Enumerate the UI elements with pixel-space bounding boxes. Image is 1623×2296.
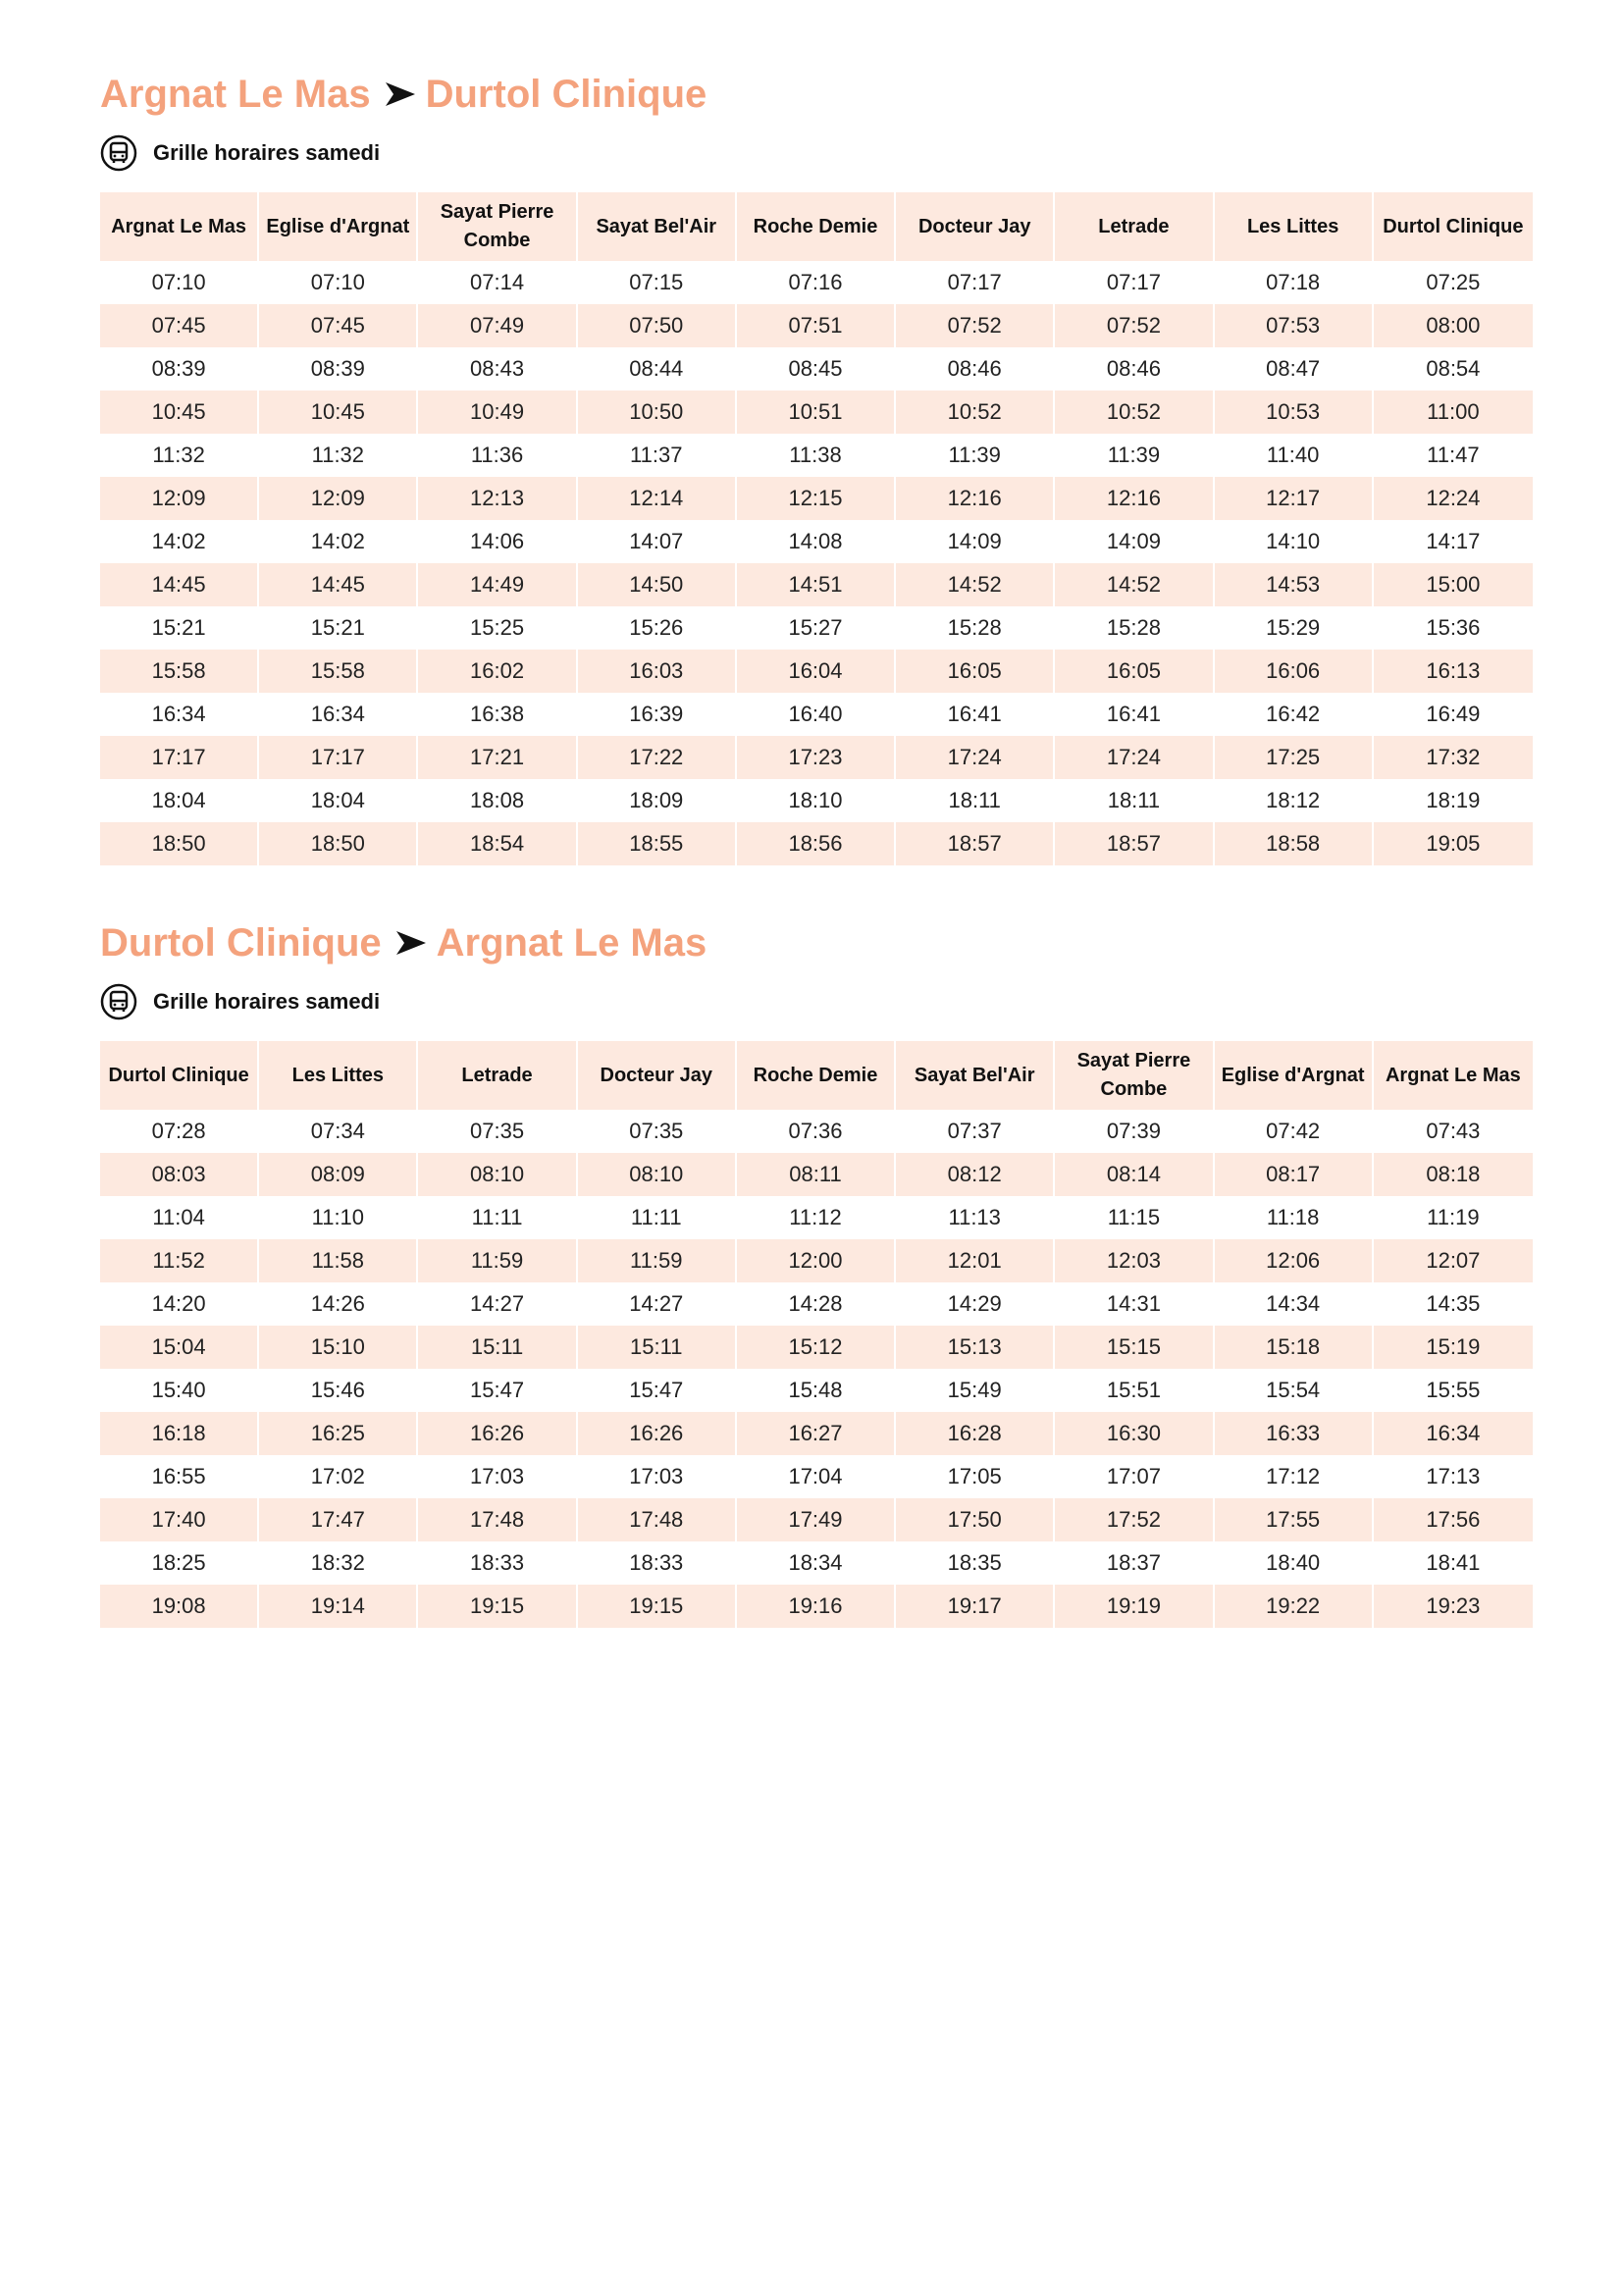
time-cell: 17:12 [1215,1455,1374,1498]
time-cell: 12:07 [1374,1239,1533,1282]
arrow-right-icon [385,80,416,108]
time-cell: 16:38 [418,693,577,736]
time-cell: 18:25 [100,1541,259,1585]
time-cell: 16:04 [737,650,896,693]
column-header: Docteur Jay [896,192,1055,261]
table-row [100,1541,1533,1585]
time-cell: 07:45 [259,304,418,347]
time-cell: 19:15 [578,1585,737,1628]
time-cell: 17:55 [1215,1498,1374,1541]
time-cell: 14:50 [578,563,737,606]
time-cell: 08:14 [1055,1153,1214,1196]
time-cell: 17:23 [737,736,896,779]
column-header: Durtol Clinique [1374,192,1533,261]
time-cell: 07:10 [259,261,418,304]
time-cell: 07:17 [1055,261,1214,304]
time-cell: 07:10 [100,261,259,304]
time-cell: 08:10 [578,1153,737,1196]
table-row [100,1110,1533,1153]
time-cell: 17:22 [578,736,737,779]
time-cell: 17:17 [100,736,259,779]
column-header: Sayat Pierre Combe [418,192,577,261]
time-cell: 11:38 [737,434,896,477]
time-cell: 12:03 [1055,1239,1214,1282]
time-cell: 16:06 [1215,650,1374,693]
time-cell: 11:13 [896,1196,1055,1239]
table-row [100,1239,1533,1282]
table-row [100,779,1533,822]
time-cell: 16:18 [100,1412,259,1455]
timetable [100,1041,1533,1628]
column-header: Roche Demie [737,1041,896,1110]
time-cell: 08:09 [259,1153,418,1196]
time-cell: 11:52 [100,1239,259,1282]
time-cell: 15:25 [418,606,577,650]
schedule-section-outbound [100,65,1533,865]
time-cell: 14:02 [259,520,418,563]
time-cell: 15:10 [259,1326,418,1369]
time-cell: 14:51 [737,563,896,606]
time-cell: 10:49 [418,391,577,434]
time-cell: 17:52 [1055,1498,1214,1541]
time-cell: 11:59 [578,1239,737,1282]
time-cell: 11:32 [100,434,259,477]
time-cell: 15:46 [259,1369,418,1412]
time-cell: 12:09 [100,477,259,520]
time-cell: 19:17 [896,1585,1055,1628]
time-cell: 07:35 [418,1110,577,1153]
column-header: Durtol Clinique [100,1041,259,1110]
table-row [100,1455,1533,1498]
time-cell: 08:43 [418,347,577,391]
route-destination: Durtol Clinique [425,72,707,116]
time-cell: 10:51 [737,391,896,434]
time-cell: 08:45 [737,347,896,391]
time-cell: 11:40 [1215,434,1374,477]
time-cell: 14:29 [896,1282,1055,1326]
time-cell: 07:17 [896,261,1055,304]
time-cell: 18:04 [259,779,418,822]
time-cell: 12:16 [1055,477,1214,520]
time-cell: 07:16 [737,261,896,304]
time-cell: 08:47 [1215,347,1374,391]
time-cell: 12:06 [1215,1239,1374,1282]
time-cell: 15:11 [418,1326,577,1369]
table-row [100,1412,1533,1455]
time-cell: 10:50 [578,391,737,434]
bus-icon [100,134,137,172]
time-cell: 07:36 [737,1110,896,1153]
table-row [100,1498,1533,1541]
time-cell: 10:45 [100,391,259,434]
column-header: Les Littes [259,1041,418,1110]
table-row [100,477,1533,520]
table-row [100,563,1533,606]
time-cell: 14:07 [578,520,737,563]
time-cell: 07:45 [100,304,259,347]
time-cell: 18:58 [1215,822,1374,865]
route-origin: Argnat Le Mas [100,72,371,116]
time-cell: 12:24 [1374,477,1533,520]
time-cell: 19:14 [259,1585,418,1628]
time-cell: 17:02 [259,1455,418,1498]
time-cell: 16:42 [1215,693,1374,736]
time-cell: 14:53 [1215,563,1374,606]
time-cell: 14:08 [737,520,896,563]
column-header: Docteur Jay [578,1041,737,1110]
time-cell: 17:47 [259,1498,418,1541]
time-cell: 14:20 [100,1282,259,1326]
time-cell: 11:10 [259,1196,418,1239]
schedule-section-return [100,913,1533,1628]
time-cell: 11:37 [578,434,737,477]
time-cell: 17:25 [1215,736,1374,779]
time-cell: 15:40 [100,1369,259,1412]
time-cell: 16:49 [1426,702,1481,726]
time-cell: 15:21 [100,606,259,650]
time-cell: 11:36 [418,434,577,477]
table-row [100,261,1533,304]
column-header: Sayat Pierre Combe [1055,1041,1214,1110]
time-cell: 17:04 [737,1455,896,1498]
time-cell: 18:19 [1426,788,1481,812]
time-cell: 17:48 [578,1498,737,1541]
time-cell: 15:36 [1426,615,1481,640]
time-cell: 07:34 [259,1110,418,1153]
time-cell: 16:40 [737,693,896,736]
table-row [100,391,1533,434]
time-cell: 17:56 [1374,1498,1533,1541]
time-cell: 16:28 [896,1412,1055,1455]
table-row [100,1326,1533,1369]
time-cell: 15:04 [100,1326,259,1369]
time-cell: 15:00 [1374,563,1533,606]
time-cell: 14:28 [737,1282,896,1326]
time-cell: 15:55 [1426,1378,1481,1402]
time-cell: 16:34 [1374,1412,1533,1455]
time-cell: 16:55 [100,1455,259,1498]
time-cell: 19:19 [1055,1585,1214,1628]
time-cell: 08:03 [100,1153,259,1196]
time-cell: 18:40 [1215,1541,1374,1585]
time-cell: 14:27 [578,1282,737,1326]
time-cell: 11:39 [896,434,1055,477]
time-cell: 15:58 [259,650,418,693]
time-cell: 15:47 [578,1369,737,1412]
schedule-subtitle [100,131,1533,175]
time-cell: 15:13 [896,1326,1055,1369]
arrow-right-icon [395,929,427,957]
timetable [100,192,1533,865]
table-row [100,650,1533,693]
time-cell: 17:24 [896,736,1055,779]
time-cell: 08:17 [1215,1153,1374,1196]
time-cell: 08:00 [1374,304,1533,347]
time-cell: 17:07 [1055,1455,1214,1498]
time-cell: 16:41 [1055,693,1214,736]
time-cell: 19:23 [1374,1585,1533,1628]
time-cell: 15:15 [1055,1326,1214,1369]
time-cell: 16:03 [578,650,737,693]
time-cell: 11:04 [100,1196,259,1239]
time-cell: 08:46 [896,347,1055,391]
time-cell: 11:58 [259,1239,418,1282]
time-cell: 14:09 [896,520,1055,563]
time-cell: 18:11 [1055,779,1214,822]
table-row [100,1153,1533,1196]
time-cell: 11:11 [578,1196,737,1239]
time-cell: 16:26 [578,1412,737,1455]
time-cell: 14:31 [1055,1282,1214,1326]
time-cell: 14:27 [418,1282,577,1326]
column-header: Eglise d'Argnat [1215,1041,1374,1110]
time-cell: 14:34 [1215,1282,1374,1326]
time-cell: 07:49 [418,304,577,347]
route-destination: Argnat Le Mas [436,920,707,965]
time-cell: 07:52 [896,304,1055,347]
time-cell: 16:34 [100,693,259,736]
time-cell: 07:51 [737,304,896,347]
time-cell: 08:18 [1374,1153,1533,1196]
time-cell: 08:11 [737,1153,896,1196]
time-cell: 14:35 [1426,1291,1481,1316]
time-cell: 17:17 [259,736,418,779]
time-cell: 18:10 [737,779,896,822]
time-cell: 19:05 [1374,822,1533,865]
subtitle-text: Grille horaires samedi [153,140,381,165]
time-cell: 14:02 [100,520,259,563]
time-cell: 14:52 [1055,563,1214,606]
time-cell: 17:50 [896,1498,1055,1541]
table-row [100,347,1533,391]
time-cell: 07:18 [1215,261,1374,304]
time-cell: 17:13 [1426,1464,1481,1488]
time-cell: 18:04 [100,779,259,822]
time-cell: 15:48 [737,1369,896,1412]
time-cell: 11:11 [418,1196,577,1239]
time-cell: 17:32 [1374,736,1533,779]
time-cell: 16:05 [1055,650,1214,693]
time-cell: 15:54 [1215,1369,1374,1412]
column-header: Sayat Bel'Air [896,1041,1055,1110]
time-cell: 15:51 [1055,1369,1214,1412]
time-cell: 14:45 [100,563,259,606]
time-cell: 18:09 [578,779,737,822]
time-cell: 18:08 [418,779,577,822]
time-cell: 07:28 [100,1110,259,1153]
column-header: Sayat Bel'Air [578,192,737,261]
time-cell: 18:57 [1055,822,1214,865]
bus-icon [100,983,137,1020]
subtitle-text: Grille horaires samedi [153,989,381,1014]
time-cell: 16:05 [896,650,1055,693]
time-cell: 18:50 [259,822,418,865]
time-cell: 12:16 [896,477,1055,520]
time-cell: 15:12 [737,1326,896,1369]
time-cell: 14:17 [1426,529,1481,553]
column-header: Roche Demie [737,192,896,261]
column-header: Letrade [418,1041,577,1110]
time-cell: 15:28 [896,606,1055,650]
time-cell: 18:11 [896,779,1055,822]
time-cell: 17:03 [578,1455,737,1498]
time-cell: 16:41 [896,693,1055,736]
time-cell: 07:52 [1055,304,1214,347]
time-cell: 19:22 [1215,1585,1374,1628]
time-cell: 18:54 [418,822,577,865]
time-cell: 12:13 [418,477,577,520]
time-cell: 14:45 [259,563,418,606]
time-cell: 15:29 [1215,606,1374,650]
time-cell: 11:12 [737,1196,896,1239]
time-cell: 07:37 [896,1110,1055,1153]
time-cell: 12:01 [896,1239,1055,1282]
time-cell: 18:41 [1426,1550,1481,1575]
time-cell: 15:19 [1374,1326,1533,1369]
time-cell: 18:56 [737,822,896,865]
time-cell: 15:21 [259,606,418,650]
time-cell: 11:19 [1427,1205,1480,1229]
table-row [100,434,1533,477]
time-cell: 17:03 [418,1455,577,1498]
time-cell: 18:12 [1215,779,1374,822]
time-cell: 15:58 [100,650,259,693]
route-origin: Durtol Clinique [100,920,382,965]
table-row [100,1282,1533,1326]
time-cell: 18:33 [578,1541,737,1585]
time-cell: 17:21 [418,736,577,779]
route-title [100,65,1533,124]
time-cell: 08:44 [578,347,737,391]
time-cell: 10:45 [259,391,418,434]
time-cell: 16:27 [737,1412,896,1455]
time-cell: 07:39 [1055,1110,1214,1153]
time-cell: 16:33 [1215,1412,1374,1455]
time-cell: 16:25 [259,1412,418,1455]
time-cell: 17:24 [1055,736,1214,779]
table-row [100,520,1533,563]
time-cell: 15:18 [1215,1326,1374,1369]
time-cell: 07:14 [418,261,577,304]
time-cell: 15:47 [418,1369,577,1412]
table-row [100,1196,1533,1239]
time-cell: 15:11 [578,1326,737,1369]
time-cell: 19:15 [418,1585,577,1628]
time-cell: 12:09 [259,477,418,520]
time-cell: 12:14 [578,477,737,520]
time-cell: 18:37 [1055,1541,1214,1585]
time-cell: 15:26 [578,606,737,650]
time-cell: 16:26 [418,1412,577,1455]
table-row [100,304,1533,347]
time-cell: 08:39 [259,347,418,391]
time-cell: 12:17 [1215,477,1374,520]
time-cell: 11:39 [1055,434,1214,477]
time-cell: 15:28 [1055,606,1214,650]
time-cell: 08:10 [418,1153,577,1196]
table-row [100,1369,1533,1412]
time-cell: 17:48 [418,1498,577,1541]
time-cell: 14:10 [1215,520,1374,563]
time-cell: 11:15 [1055,1196,1214,1239]
column-header: Argnat Le Mas [100,192,259,261]
time-cell: 11:59 [418,1239,577,1282]
column-header: Letrade [1055,192,1214,261]
time-cell: 10:52 [896,391,1055,434]
time-cell: 14:06 [418,520,577,563]
schedule-subtitle [100,980,1533,1023]
time-cell: 12:00 [737,1239,896,1282]
time-cell: 17:49 [737,1498,896,1541]
time-cell: 18:55 [578,822,737,865]
time-cell: 14:09 [1055,520,1214,563]
time-cell: 11:32 [259,434,418,477]
time-cell: 16:30 [1055,1412,1214,1455]
table-row [100,606,1533,650]
time-cell: 16:13 [1374,650,1533,693]
time-cell: 16:02 [418,650,577,693]
time-cell: 18:35 [896,1541,1055,1585]
time-cell: 07:50 [578,304,737,347]
time-cell: 08:12 [896,1153,1055,1196]
time-cell: 08:39 [100,347,259,391]
time-cell: 08:46 [1055,347,1214,391]
time-cell: 10:52 [1055,391,1214,434]
time-cell: 16:39 [578,693,737,736]
time-cell: 17:40 [100,1498,259,1541]
time-cell: 14:26 [259,1282,418,1326]
time-cell: 08:54 [1426,356,1481,381]
time-cell: 07:35 [578,1110,737,1153]
column-header: Eglise d'Argnat [259,192,418,261]
time-cell: 14:52 [896,563,1055,606]
time-cell: 07:25 [1426,270,1481,294]
time-cell: 07:43 [1426,1119,1481,1143]
time-cell: 17:05 [896,1455,1055,1498]
time-cell: 19:08 [100,1585,259,1628]
time-cell: 18:34 [737,1541,896,1585]
time-cell: 10:53 [1215,391,1374,434]
table-row [100,822,1533,865]
column-header: Les Littes [1215,192,1374,261]
time-cell: 11:47 [1427,443,1480,467]
time-cell: 15:49 [896,1369,1055,1412]
time-cell: 11:00 [1374,391,1533,434]
time-cell: 18:50 [100,822,259,865]
time-cell: 12:15 [737,477,896,520]
table-row [100,1585,1533,1628]
time-cell: 07:42 [1215,1110,1374,1153]
time-cell: 15:27 [737,606,896,650]
time-cell: 16:34 [259,693,418,736]
table-row [100,736,1533,779]
time-cell: 07:15 [578,261,737,304]
table-row [100,693,1533,736]
time-cell: 19:16 [737,1585,896,1628]
route-title [100,913,1533,972]
time-cell: 07:53 [1215,304,1374,347]
time-cell: 18:33 [418,1541,577,1585]
time-cell: 18:32 [259,1541,418,1585]
column-header: Argnat Le Mas [1374,1041,1533,1110]
time-cell: 18:57 [896,822,1055,865]
time-cell: 11:18 [1215,1196,1374,1239]
time-cell: 14:49 [418,563,577,606]
